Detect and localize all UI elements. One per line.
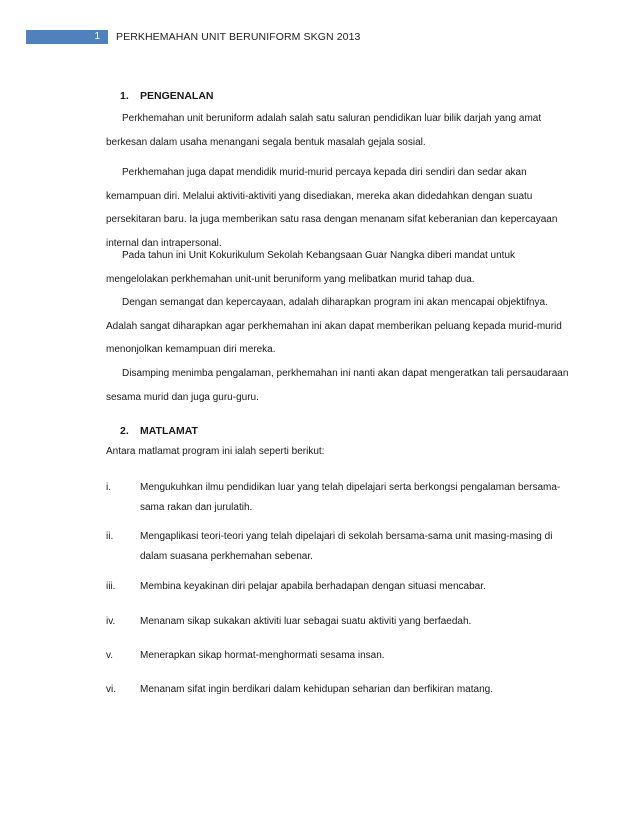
list-marker: iii. [106,581,116,592]
list-marker: iv. [106,616,116,627]
paragraph: Perkhemahan unit beruniform adalah salah satu saluran pendidikan luar bilik darjah yang amat berkesan dalam usaha menangani segala bentuk masalah gejala sosial. [106,113,542,148]
section-heading-pengenalan [120,89,214,103]
list-intro: Antara matlamat program ini ialah seperti berikut: [106,446,325,457]
list-marker: i. [106,482,111,493]
section-title: MATLAMAT [140,425,198,437]
paragraph: Dengan semangat dan kepercayaan, adalah diharapkan program ini akan mencapai objektifnya. Adalah sangat diharapkan agar perkhemahan ini akan dapat memberikan peluang kepada murid-murid menonjolkan kemampuan diri mereka. [106,297,562,355]
list-marker: v. [106,650,114,661]
list-marker: vi. [106,684,116,695]
section-number: 2. [120,425,129,437]
list-text: Membina keyakinan diri pelajar apabila berhadapan dengan situasi mencabar. [140,581,486,592]
list-text: Menanam sifat ingin berdikari dalam kehidupan seharian dan berfikiran matang. [140,684,493,695]
page-header [0,30,638,44]
list-text: Menerapkan sikap hormat-menghormati sesama insan. [140,650,385,661]
list-marker: ii. [106,531,114,542]
paragraph: Disamping menimba pengalaman, perkhemahan ini nanti akan dapat mengeratkan tali persaudaraan sesama murid dan juga guru-guru. [106,368,569,403]
list-text: Mengukuhkan ilmu pendidikan luar yang telah dipelajari serta berkongsi pengalaman bersama-sama rakan dan jurulatih. [140,482,561,513]
section-title: PENGENALAN [140,90,214,102]
section-heading-matlamat [120,424,198,438]
header-title: PERKHEMAHAN UNIT BERUNIFORM SKGN 2013 [116,31,361,43]
section-number: 1. [120,90,129,102]
paragraph: Pada tahun ini Unit Kokurikulum Sekolah Kebangsaan Guar Nangka diberi mandat untuk mengelolakan perkhemahan unit-unit beruniform yang melibatkan murid tahap dua. [106,250,516,285]
list-text: Menanam sikap sukakan aktiviti luar sebagai suatu aktiviti yang berfaedah. [140,616,472,627]
list-text: Mengaplikasi teori-teori yang telah dipelajari di sekolah bersama-sama unit masing-masing di dalam suasana perkhemahan sebenar. [140,531,553,562]
paragraph: Perkhemahan juga dapat mendidik murid-murid percaya kepada diri sendiri dan sedar akan kemampuan diri. Melalui aktiviti-aktiviti yang disediakan, mereka akan didedahkan dengan suatu persekitaran baru. Ia juga memberikan satu rasa dengan menanam sifat keberanian dan kepercayaan internal dan intrapersonal. [106,167,558,249]
page-number: 1 [26,30,108,44]
